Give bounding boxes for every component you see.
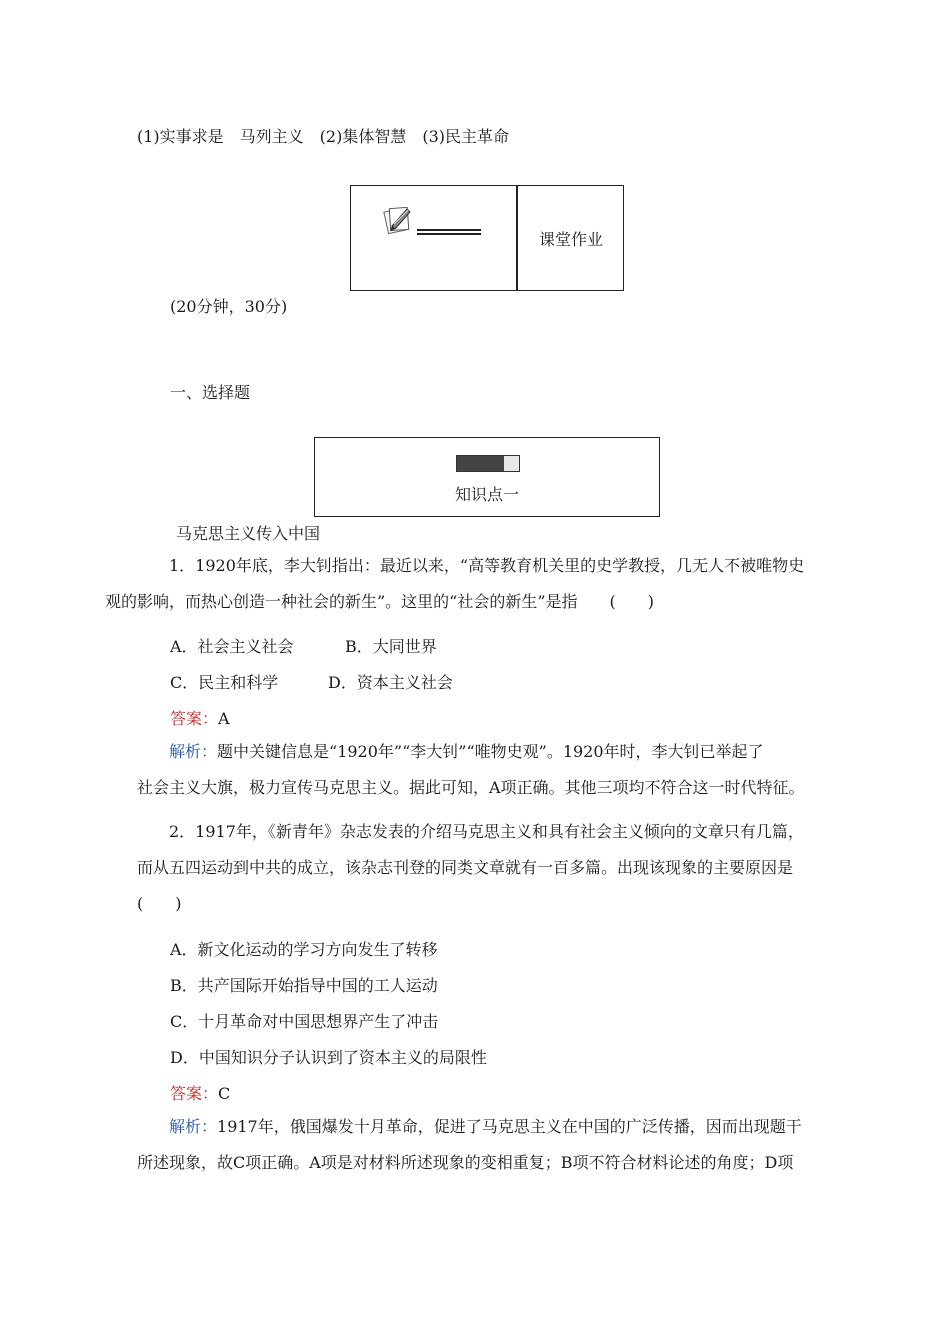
answer-value: A [218,709,230,728]
knowledge-progress-bar [456,455,520,472]
question-2-stem [137,814,837,922]
knowledge-point-label: 知识点一 [454,485,519,504]
previous-answer-line: (1)实事求是 马列主义 (2)集体智慧 (3)民主革命 [137,127,509,146]
topic-title: 马克思主义传入中国 [176,524,321,543]
question-1-option-c: C．民主和科学 [170,673,279,692]
question-2-stem-line-1: 2．1917年，《新青年》杂志发表的介绍马克思主义和具有社会主义倾向的文章只有几篇， [169,822,804,841]
answer-label: 答案： [170,1084,219,1103]
header-double-rule [417,229,481,237]
question-1-stem-line-1: 1．1920年底，李大钊指出：最近以来，“高等教育机关里的史学教授，几无人不被唯物史 [169,556,805,575]
answer-value: C [218,1084,231,1103]
analysis-line-2: 社会主义大旗，极力宣传马克思主义。据此可知，A项正确。其他三项均不符合这一时代特征。 [137,778,805,797]
question-2-analysis [137,1109,837,1181]
question-2-option-d: D．中国知识分子认识到了资本主义的局限性 [170,1048,487,1067]
question-2-stem-line-3: ( ) [137,894,182,913]
answer-label: 答案： [170,709,219,728]
analysis-line-1: 题中关键信息是“1920年”“李大钊”“唯物史观”。1920年时，李大钊已举起了 [217,742,764,761]
question-1-analysis [137,734,837,806]
question-1-option-b: B．大同世界 [345,637,437,656]
question-1-option-d: D．资本主义社会 [328,673,453,692]
question-2-option-b: B．共产国际开始指导中国的工人运动 [170,976,438,995]
knowledge-point-box [314,437,660,517]
question-2-option-a: A．新文化运动的学习方向发生了转移 [170,940,438,959]
question-2-option-c: C．十月革命对中国思想界产生了冲击 [170,1012,439,1031]
progress-fill [457,456,504,471]
analysis-line-2: 所述现象，故C项正确。A项是对材料所述现象的变相重复；B项不符合材料论述的角度；D项 [137,1153,794,1172]
box-divider [516,186,518,290]
analysis-label: 解析： [169,1117,218,1136]
pen-paper-icon [383,204,413,234]
question-1-stem [105,548,837,620]
question-1-stem-line-2: 观的影响，而热心创造一种社会的新生”。这里的“社会的新生”是指 ( ) [105,592,655,611]
time-score: (20分钟，30分) [170,297,288,316]
question-1-answer [170,706,230,729]
analysis-line-1: 1917年，俄国爆发十月革命，促进了马克思主义在中国的广泛传播，因而出现题干 [217,1117,802,1136]
question-1-option-a: A．社会主义社会 [170,637,294,656]
homework-header-box [350,185,624,291]
question-2-answer [170,1081,230,1104]
section-title: 一、选择题 [170,383,251,402]
homework-title: 课堂作业 [538,229,603,249]
question-2-stem-line-2: 而从五四运动到中共的成立，该杂志刊登的同类文章就有一百多篇。出现该现象的主要原因是 [137,858,794,877]
analysis-label: 解析： [169,742,218,761]
